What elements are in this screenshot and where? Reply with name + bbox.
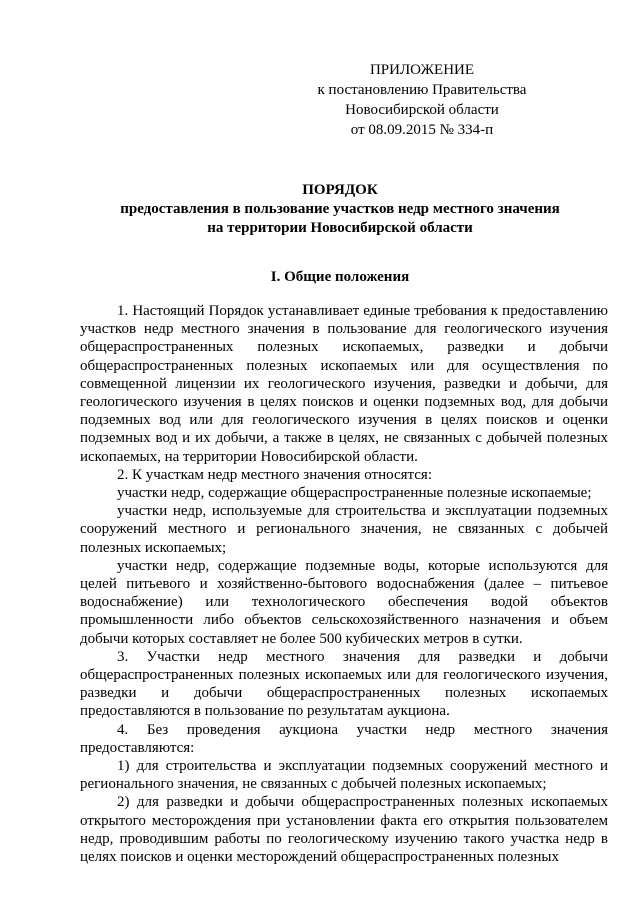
appendix-resolution-line: к постановлению Правительства [317, 82, 527, 98]
paragraph-7: 4. Без проведения аукциона участки недр местного значения предоставляются: [80, 721, 608, 756]
paragraph-8: 1) для строительства и эксплуатации подземных сооружений местного и регионального значения, не связанных с добычей полезных ископаемых; [80, 758, 608, 793]
document-title [80, 181, 600, 238]
appendix-region-line: Новосибирской области [345, 102, 499, 118]
appendix-date-number: от 08.09.2015 № 334-п [350, 122, 494, 138]
paragraph-2: 2. К участкам недр местного значения относятся: [117, 466, 432, 483]
paragraph-1: 1. Настоящий Порядок устанавливает единые требования к предоставлению участков недр местного значения в пользование для геологического изучения общераспространенных полезных ископаемых, разведки и добычи общераспространенных полезных ископаемых или для осуществления по совмещенной лицензии их геологического изучения, разведки и добычи, для геологического изучения в целях поисков и оценки подземных вод, для добычи подземных вод или для геологического изучения в целях поисков и оценки подземных вод и их добычи, а также в целях, не связанных с добычей полезных ископаемых, на территории Новосибирской области. [80, 303, 608, 465]
document-body [80, 302, 608, 866]
paragraph-9: 2) для разведки и добычи общераспространенных полезных ископаемых открытого месторождения при установлении факта его открытия пользователем недр, проводившим работы по геологическому изучению такого участка недр в целях поисков и оценки месторождений общераспространенных полезных [80, 794, 608, 866]
title-subtitle-line1: предоставления в пользование участков недр местного значения [120, 201, 560, 217]
title-subtitle-line2: на территории Новосибирской области [207, 220, 473, 236]
appendix-label: ПРИЛОЖЕНИЕ [369, 62, 475, 78]
section-heading: I. Общие положения [270, 269, 410, 285]
paragraph-6: 3. Участки недр местного значения для разведки и добычи общераспространенных полезных ископаемых или для геологического изучения, разведки и добычи общераспространенных полезных ископаемых предоставляются в пользование по результатам аукциона. [80, 648, 608, 720]
paragraph-3: участки недр, содержащие общераспространенные полезные ископаемые; [117, 485, 592, 502]
appendix-header [292, 60, 552, 140]
title-main: ПОРЯДОК [302, 182, 378, 198]
paragraph-4: участки недр, используемые для строительства и эксплуатации подземных сооружений местного и регионального значения, не связанных с добычей полезных ископаемых; [80, 503, 608, 556]
paragraph-5: участки недр, содержащие подземные воды, которые используются для целей питьевого и хозяйственно-бытового водоснабжения (далее – питьевое водоснабжение) или технологического обеспечения водой объектов промышленности либо объектов сельскохозяйственного назначения и объем добычи которых составляет не более 500 кубических метров в сутки. [80, 557, 608, 647]
